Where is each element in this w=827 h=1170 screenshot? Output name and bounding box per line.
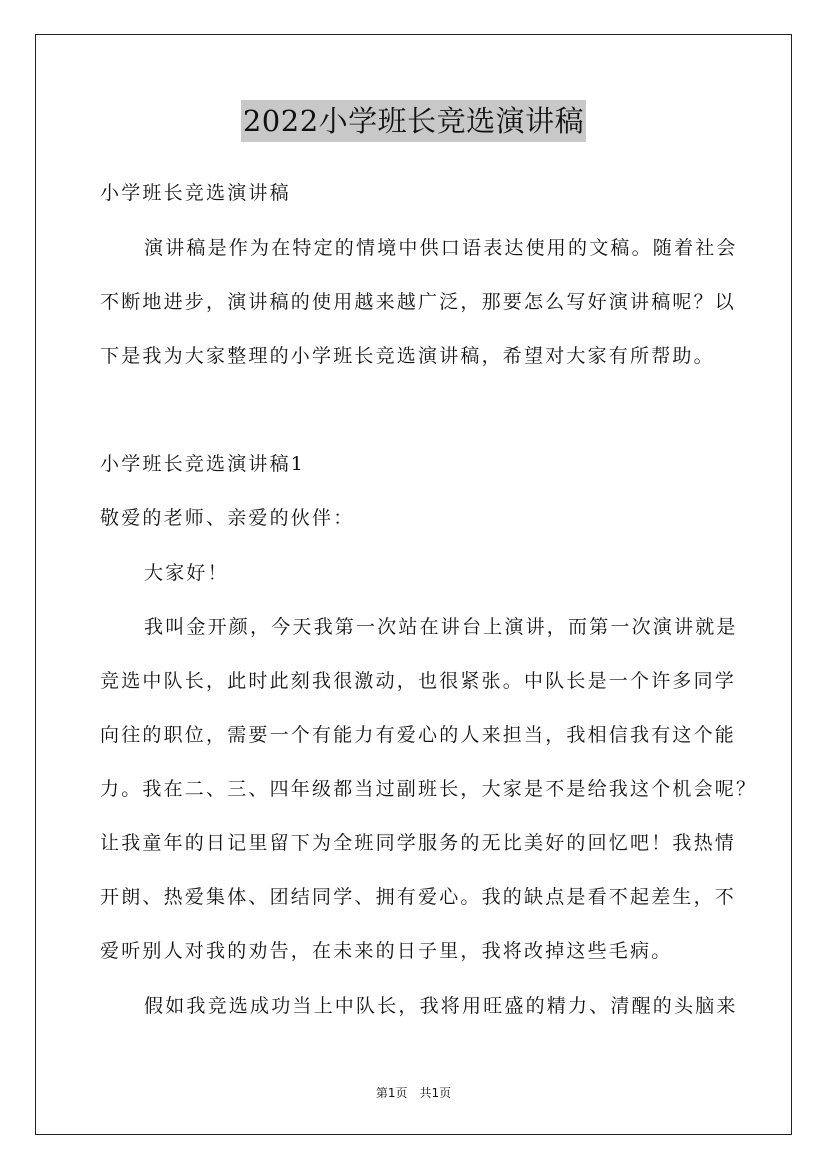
body-line-1: 我叫金开颜，今天我第一次站在讲台上演讲，而第一次演讲就是	[144, 616, 738, 638]
greeting: 大家好！	[144, 562, 229, 584]
title-container	[0, 100, 827, 142]
subtitle-line: 小学班长竞选演讲稿	[100, 182, 291, 204]
body-line-4: 力。我在二、三、四年级都当过副班长，大家是不是给我这个机会呢？	[100, 778, 758, 800]
body-line-3: 向往的职位，需要一个有能力有爱心的人来担当，我相信我有这个能	[100, 724, 737, 746]
body-line-5: 让我童年的日记里留下为全班同学服务的无比美好的回忆吧！我热情	[100, 832, 737, 854]
body-line-8: 假如我竞选成功当上中队长，我将用旺盛的精力、清醒的头脑来	[144, 995, 738, 1017]
body-line-6: 开朗、热爱集体、团结同学、拥有爱心。我的缺点是看不起差生，不	[100, 886, 737, 908]
document-title: 2022小学班长竞选演讲稿	[241, 100, 586, 142]
section-heading: 小学班长竞选演讲稿1	[100, 453, 306, 475]
salutation: 敬爱的老师、亲爱的伙伴：	[100, 507, 355, 529]
intro-line-1: 演讲稿是作为在特定的情境中供口语表达使用的文稿。随着社会	[144, 237, 738, 259]
page-number: 第1页 共1页	[375, 1086, 452, 1100]
intro-line-2: 不断地进步，演讲稿的使用越来越广泛，那要怎么写好演讲稿呢？以	[100, 291, 737, 313]
body-line-7: 爱听别人对我的劝告，在未来的日子里，我将改掉这些毛病。	[100, 940, 673, 962]
intro-line-3: 下是我为大家整理的小学班长竞选演讲稿，希望对大家有所帮助。	[100, 345, 715, 367]
body-line-2: 竞选中队长，此时此刻我很激动，也很紧张。中队长是一个许多同学	[100, 670, 737, 692]
